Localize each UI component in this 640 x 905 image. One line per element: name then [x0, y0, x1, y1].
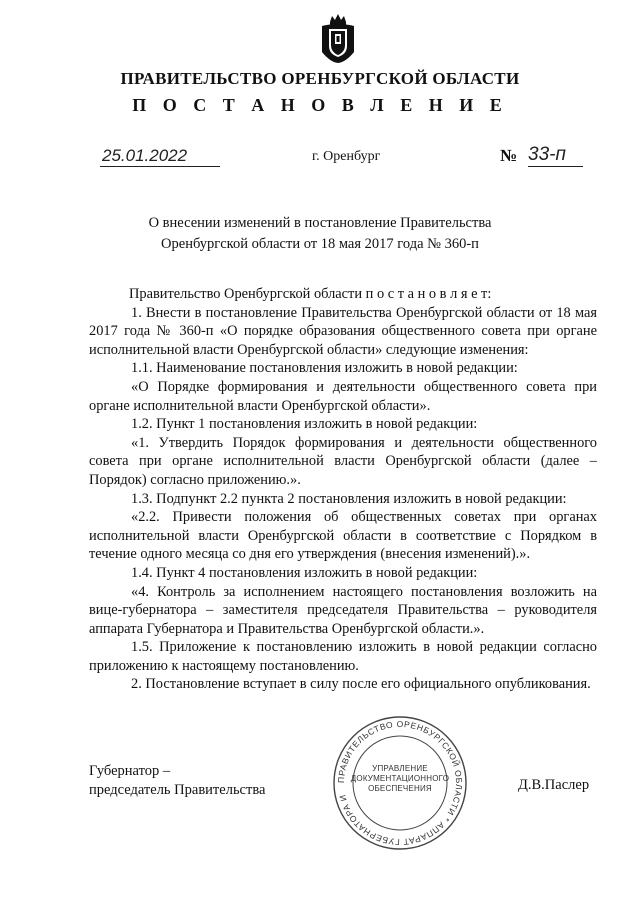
- document-number-label: №: [500, 146, 518, 165]
- signatory-position: [89, 762, 265, 800]
- body-paragraph: 1. Внести в постановление Правительства Оренбургской области от 18 мая 2017 года № 360-п «О порядке образования общественного совета при органе исполнительной власти Оренбургской области» следующие изменения:: [89, 304, 597, 358]
- organization-heading: ПРАВИТЕЛЬСТВО ОРЕНБУРГСКОЙ ОБЛАСТИ: [120, 69, 520, 88]
- document-number: 33-п: [528, 144, 583, 167]
- seal-center-line: ОБЕСПЕЧЕНИЯ: [368, 784, 432, 793]
- body-paragraph: 1.2. Пункт 1 постановления изложить в новой редакции:: [131, 416, 478, 433]
- body-paragraph: 2. Постановление вступает в силу после его официального опубликования.: [131, 676, 591, 693]
- signatory-position-line: Губернатор –: [89, 763, 171, 779]
- document-city: г. Оренбург: [312, 149, 381, 164]
- title-line: О внесении изменений в постановление Правительства: [148, 215, 492, 231]
- signatory-position-line: председатель Правительства: [89, 782, 266, 798]
- signatory-name: Д.В.Паслер: [518, 777, 590, 793]
- title-line: Оренбургской области от 18 мая 2017 года № 360-п: [161, 236, 479, 252]
- document-body: [89, 285, 597, 694]
- coat-of-arms-icon: [318, 12, 358, 64]
- body-paragraph: 1.3. Подпункт 2.2 пункта 2 постановления изложить в новой редакции:: [131, 490, 567, 507]
- seal-center-line: УПРАВЛЕНИЕ: [372, 764, 428, 773]
- body-paragraph: 1.1. Наименование постановления изложить в новой редакции:: [131, 360, 518, 377]
- seal-ring-text: ПРАВИТЕЛЬСТВО ОРЕНБУРГСКОЙ ОБЛАСТИ * АППАРАТ ГУБЕРНАТОРА И: [335, 718, 465, 848]
- document-type-heading: П О С Т А Н О В Л Е Н И Е: [132, 95, 508, 115]
- body-paragraph: «4. Контроль за исполнением настоящего постановления возложить на вице-губернатора – заместителя председателя Правительства – руководителя аппарата Губернатора и Правительства Оренбургской области.».: [89, 583, 597, 637]
- document-date: 25.01.2022: [100, 146, 220, 167]
- seal-center-line: ДОКУМЕНТАЦИОННОГО: [350, 774, 450, 783]
- seal-center-text: [350, 764, 450, 794]
- body-paragraph: Правительство Оренбургской области п о с т а н о в л я е т:: [129, 286, 492, 302]
- document-title: [0, 213, 640, 255]
- body-paragraph: «О Порядке формирования и деятельности общественного совета при органе исполнительной власти Оренбургской области».: [89, 378, 597, 414]
- body-paragraph: «2.2. Привести положения об общественных советах при органах исполнительной власти Оренбургской области в соответствие с Порядком в течение одного месяца со дня его утверждения (внесения изменений).».: [89, 509, 597, 563]
- body-paragraph: 1.5. Приложение к постановлению изложить в новой редакции согласно приложению к настоящему постановлению.: [89, 639, 597, 674]
- body-paragraph: 1.4. Пункт 4 постановления изложить в новой редакции:: [131, 564, 478, 581]
- body-paragraph: «1. Утвердить Порядок формирования и деятельности общественного совета при органе исполнительной власти Оренбургской области (далее – Порядок) согласно приложению.».: [89, 434, 597, 488]
